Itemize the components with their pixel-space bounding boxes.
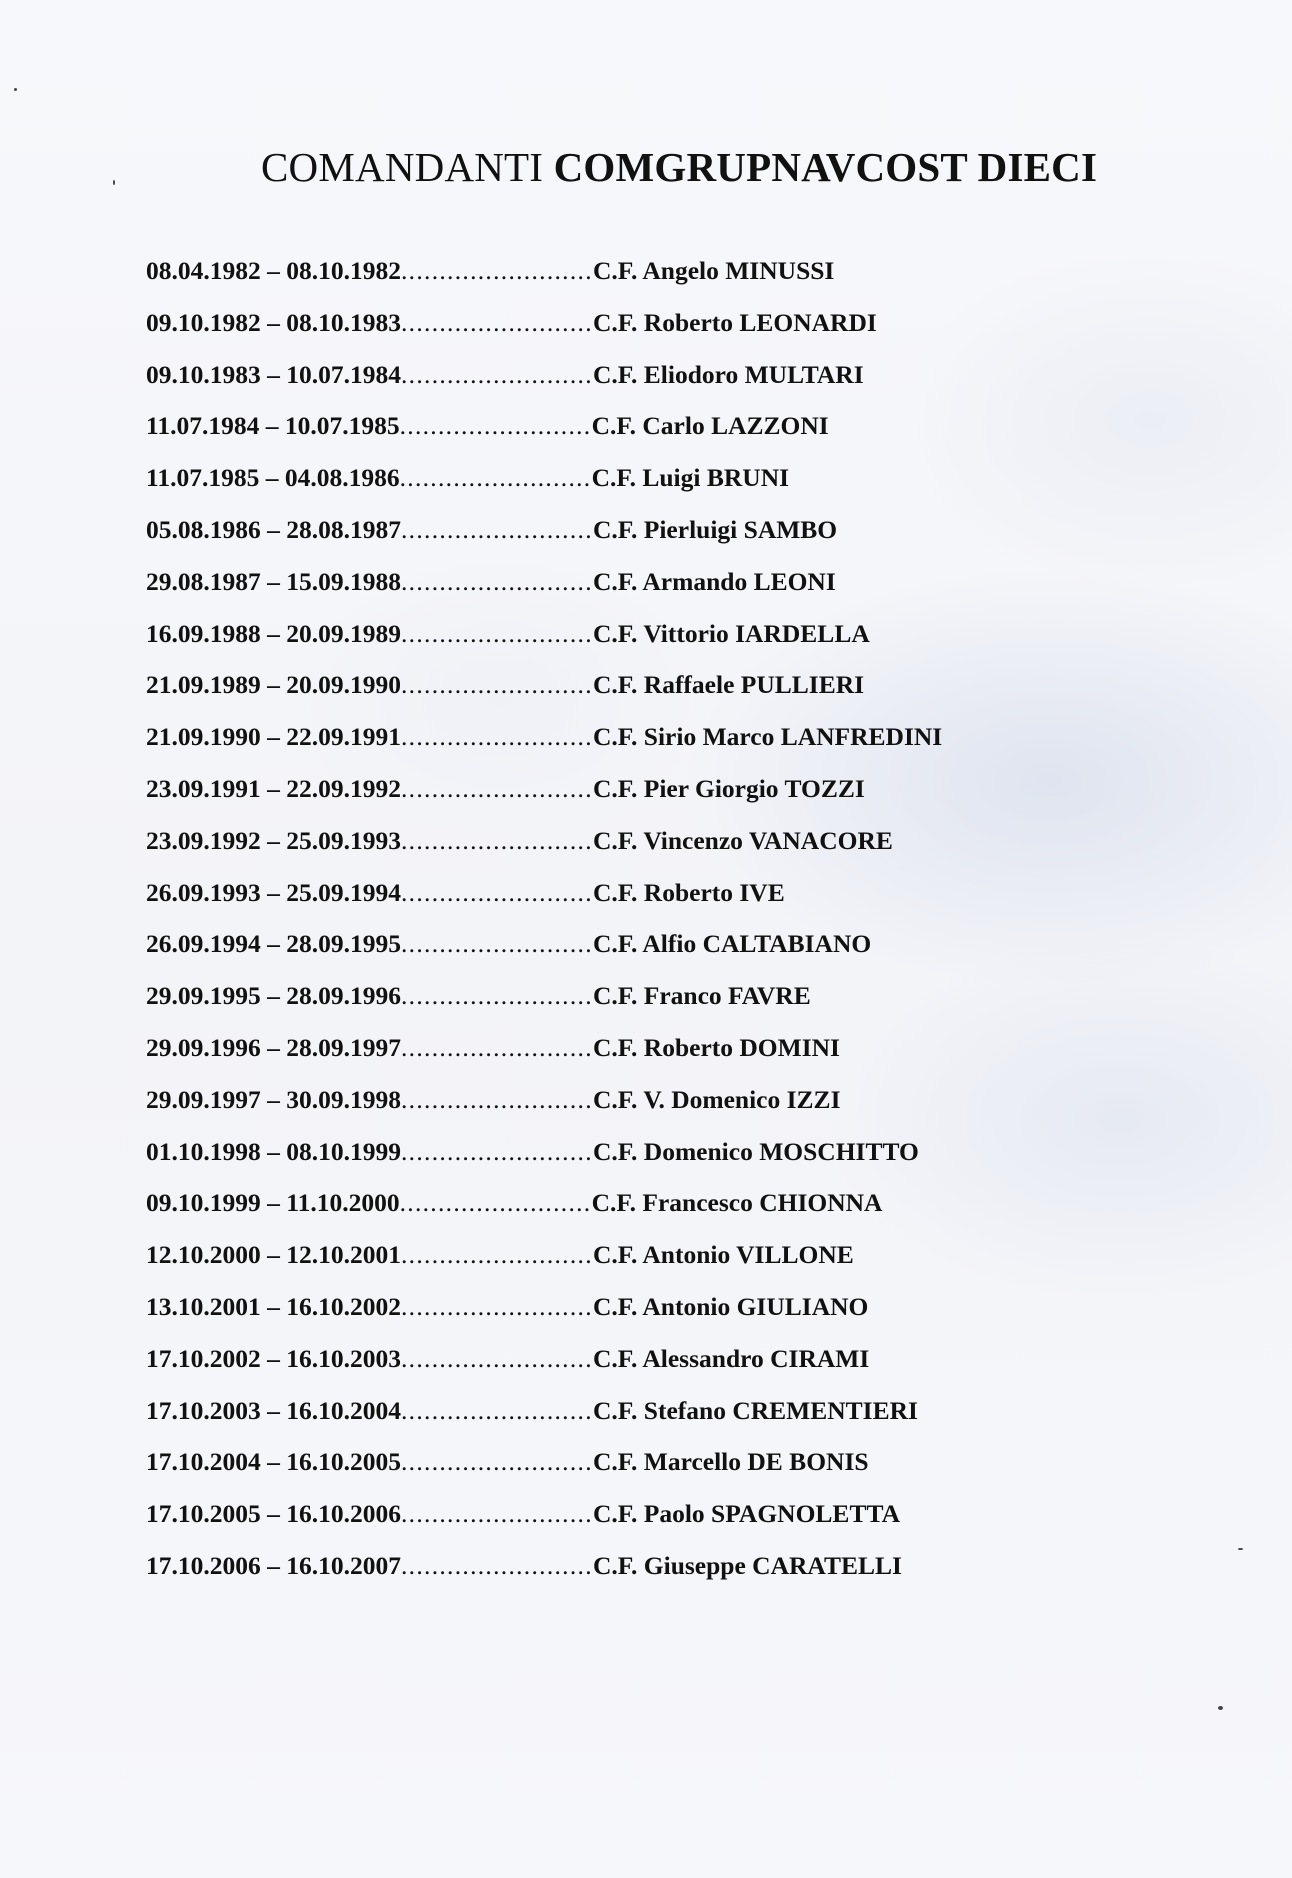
list-item <box>146 774 942 826</box>
dot-leader <box>401 878 593 908</box>
list-item <box>146 670 942 722</box>
term-dates: 26.09.1994 – 28.09.1995 <box>146 929 401 959</box>
commander-name: C.F. Paolo SPAGNOLETTA <box>593 1499 900 1529</box>
term-dates: 09.10.1983 – 10.07.1984 <box>146 359 401 389</box>
list-item <box>146 1033 942 1085</box>
commander-name: C.F. Eliodoro MULTARI <box>593 359 864 389</box>
list-item <box>146 981 942 1033</box>
term-dates: 17.10.2004 – 16.10.2005 <box>146 1447 401 1477</box>
commander-name: C.F. Vittorio IARDELLA <box>593 618 870 648</box>
dot-leader <box>401 1085 593 1115</box>
dot-leader <box>401 619 593 649</box>
list-item <box>146 515 942 567</box>
term-dates: 17.10.2005 – 16.10.2006 <box>146 1499 401 1529</box>
list-item <box>146 360 942 412</box>
title-regular: COMANDANTI <box>261 144 544 190</box>
list-item <box>146 1085 942 1137</box>
dot-leader <box>401 1344 593 1374</box>
list-item <box>146 1292 942 1344</box>
term-dates: 09.10.1982 – 08.10.1983 <box>146 307 401 337</box>
dot-leader <box>401 929 593 959</box>
term-dates: 23.09.1992 – 25.09.1993 <box>146 825 401 855</box>
list-item <box>146 929 942 981</box>
dot-leader <box>400 1188 592 1218</box>
list-item <box>146 619 942 671</box>
commander-name: C.F. Alfio CALTABIANO <box>593 929 872 959</box>
commander-name: C.F. Domenico MOSCHITTO <box>593 1136 919 1166</box>
dot-leader <box>401 774 593 804</box>
commander-name: C.F. V. Domenico IZZI <box>593 1084 841 1114</box>
dot-leader <box>401 308 593 338</box>
list-item <box>146 826 942 878</box>
commander-list <box>146 256 942 1603</box>
dot-leader <box>401 1499 593 1529</box>
scan-speck <box>1218 1706 1223 1710</box>
dot-leader <box>400 411 592 441</box>
dot-leader <box>401 567 593 597</box>
commander-name: C.F. Antonio VILLONE <box>593 1240 854 1270</box>
list-item <box>146 1551 942 1603</box>
term-dates: 29.09.1995 – 28.09.1996 <box>146 981 401 1011</box>
dot-leader <box>401 360 593 390</box>
dot-leader <box>401 1551 593 1581</box>
commander-name: C.F. Francesco CHIONNA <box>591 1188 883 1218</box>
scan-speck <box>113 180 115 185</box>
list-item <box>146 1396 942 1448</box>
term-dates: 17.10.2006 – 16.10.2007 <box>146 1550 401 1580</box>
list-item <box>146 411 942 463</box>
commander-name: C.F. Luigi BRUNI <box>591 463 790 493</box>
dot-leader <box>401 1240 593 1270</box>
commander-name: C.F. Marcello DE BONIS <box>593 1447 869 1477</box>
commander-name: C.F. Giuseppe CARATELLI <box>593 1550 902 1580</box>
commander-name: C.F. Raffaele PULLIERI <box>593 670 865 700</box>
commander-name: C.F. Carlo LAZZONI <box>591 411 829 441</box>
commander-name: C.F. Vincenzo VANACORE <box>593 825 893 855</box>
list-item <box>146 722 942 774</box>
list-item <box>146 1188 942 1240</box>
list-item <box>146 567 942 619</box>
dot-leader <box>401 981 593 1011</box>
commander-name: C.F. Franco FAVRE <box>593 981 811 1011</box>
page-title <box>261 142 1097 192</box>
term-dates: 17.10.2002 – 16.10.2003 <box>146 1343 401 1373</box>
scan-speck <box>14 88 17 91</box>
dot-leader <box>401 1292 593 1322</box>
term-dates: 05.08.1986 – 28.08.1987 <box>146 514 401 544</box>
term-dates: 08.04.1982 – 08.10.1982 <box>146 256 401 285</box>
list-item <box>146 256 942 308</box>
term-dates: 16.09.1988 – 20.09.1989 <box>146 618 401 648</box>
dot-leader <box>401 826 593 856</box>
commander-name: C.F. Pier Giorgio TOZZI <box>593 773 865 803</box>
list-item <box>146 463 942 515</box>
dot-leader <box>401 1447 593 1477</box>
dot-leader <box>400 463 592 493</box>
commander-name: C.F. Pierluigi SAMBO <box>593 514 838 544</box>
commander-name: C.F. Stefano CREMENTIERI <box>593 1395 918 1425</box>
list-item <box>146 1137 942 1189</box>
term-dates: 21.09.1990 – 22.09.1991 <box>146 722 401 752</box>
list-item <box>146 878 942 930</box>
title-bold: COMGRUPNAVCOST DIECI <box>553 144 1098 190</box>
list-item <box>146 1240 942 1292</box>
dot-leader <box>401 515 593 545</box>
dot-leader <box>401 722 593 752</box>
list-item <box>146 1499 942 1551</box>
commander-name: C.F. Alessandro CIRAMI <box>593 1343 870 1373</box>
list-item <box>146 1447 942 1499</box>
term-dates: 26.09.1993 – 25.09.1994 <box>146 877 401 907</box>
commander-name: C.F. Armando LEONI <box>593 566 836 596</box>
commander-name: C.F. Roberto IVE <box>593 877 785 907</box>
term-dates: 01.10.1998 – 08.10.1999 <box>146 1136 401 1166</box>
dot-leader <box>401 1033 593 1063</box>
term-dates: 23.09.1991 – 22.09.1992 <box>146 773 401 803</box>
commander-name: C.F. Roberto DOMINI <box>593 1032 840 1062</box>
commander-name: C.F. Angelo MINUSSI <box>593 256 835 285</box>
term-dates: 11.07.1984 – 10.07.1985 <box>146 411 400 441</box>
commander-name: C.F. Sirio Marco LANFREDINI <box>593 722 943 752</box>
list-item <box>146 1344 942 1396</box>
term-dates: 11.07.1985 – 04.08.1986 <box>146 463 400 493</box>
dot-leader <box>401 1396 593 1426</box>
term-dates: 29.09.1996 – 28.09.1997 <box>146 1032 401 1062</box>
term-dates: 13.10.2001 – 16.10.2002 <box>146 1291 401 1321</box>
list-item <box>146 308 942 360</box>
term-dates: 09.10.1999 – 11.10.2000 <box>146 1188 400 1218</box>
term-dates: 21.09.1989 – 20.09.1990 <box>146 670 401 700</box>
term-dates: 17.10.2003 – 16.10.2004 <box>146 1395 401 1425</box>
dot-leader <box>401 1137 593 1167</box>
scan-speck <box>1238 1548 1243 1550</box>
commander-name: C.F. Antonio GIULIANO <box>593 1291 869 1321</box>
commander-name: C.F. Roberto LEONARDI <box>593 307 877 337</box>
term-dates: 12.10.2000 – 12.10.2001 <box>146 1240 401 1270</box>
dot-leader <box>401 670 593 700</box>
dot-leader <box>401 256 593 286</box>
term-dates: 29.09.1997 – 30.09.1998 <box>146 1084 401 1114</box>
term-dates: 29.08.1987 – 15.09.1988 <box>146 566 401 596</box>
